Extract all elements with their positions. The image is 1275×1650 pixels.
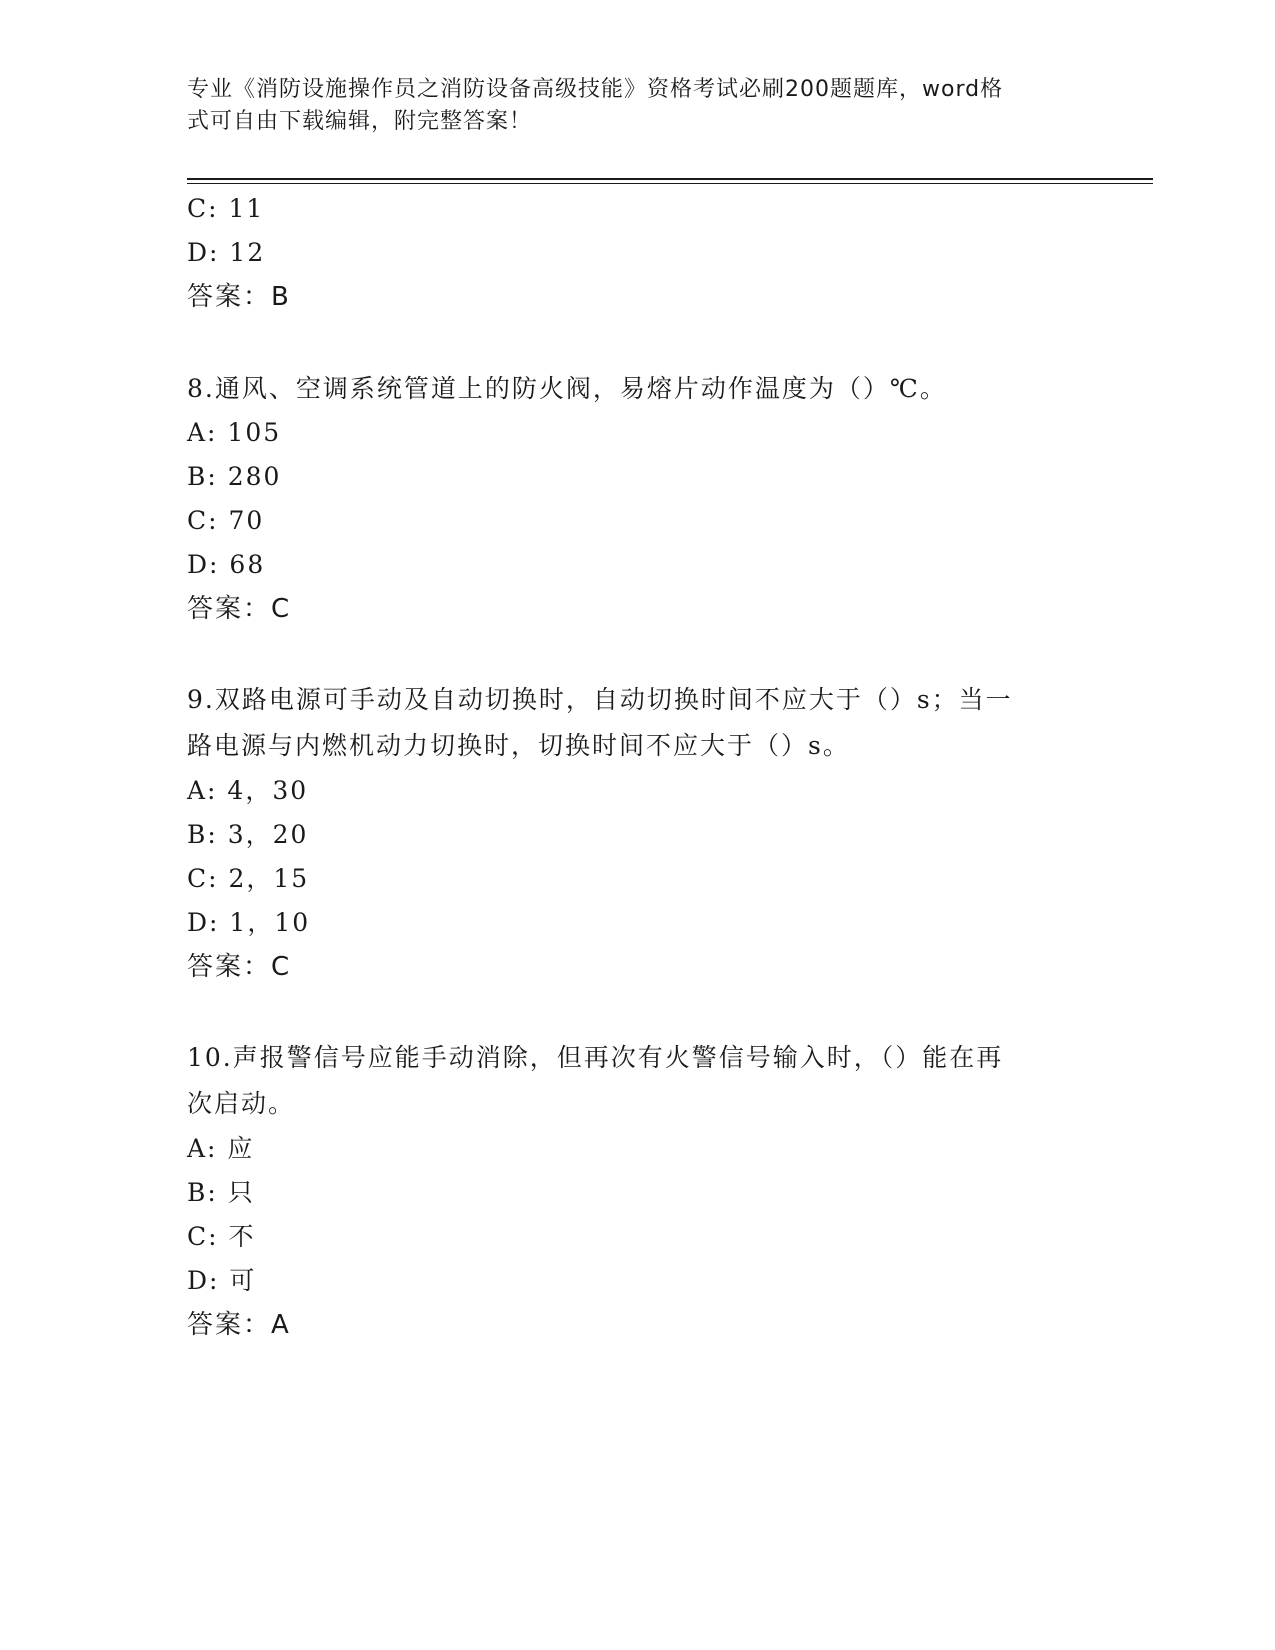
question-10-line-2: 次启动。 [187, 1089, 296, 1118]
option-a-q10: A: 应 [187, 1134, 255, 1163]
question-10-line-1: 10.声报警信号应能手动消除，但再次有火警信号输入时，（）能在再 [187, 1043, 1004, 1072]
option-d-q9: D: 1，10 [187, 908, 311, 937]
question-9-line-2: 路电源与内燃机动力切换时，切换时间不应大于（）s。 [187, 731, 850, 760]
option-b-q9: B: 3，20 [187, 820, 309, 849]
option-d-q7: D: 12 [187, 238, 266, 267]
question-9-line-1: 9.双路电源可手动及自动切换时，自动切换时间不应大于（）s；当一 [187, 685, 1013, 714]
option-c-q9: C: 2，15 [187, 864, 310, 893]
answer-q7: 答案：B [187, 282, 291, 312]
option-a-q8: A: 105 [187, 418, 282, 447]
option-b-q8: B: 280 [187, 462, 282, 491]
option-d-q10: D: 可 [187, 1266, 257, 1295]
option-a-q9: A: 4，30 [187, 776, 309, 805]
answer-q8: 答案：C [187, 594, 292, 624]
option-c-q7: C: 11 [187, 194, 265, 223]
header-divider-thin [187, 183, 1153, 184]
option-c-q8: C: 70 [187, 506, 265, 535]
answer-q10: 答案：A [187, 1310, 291, 1340]
option-d-q8: D: 68 [187, 550, 266, 579]
header-divider-thick [187, 178, 1153, 180]
document-header [187, 74, 1067, 138]
answer-q9: 答案：C [187, 952, 292, 982]
option-c-q10: C: 不 [187, 1222, 256, 1251]
header-line-2: 式可自由下载编辑，附完整答案！ [187, 109, 533, 134]
option-b-q10: B: 只 [187, 1178, 255, 1207]
header-line-1: 专业《消防设施操作员之消防设备高级技能》资格考试必刷200题题库，word格 [187, 77, 1004, 102]
question-8: 8.通风、空调系统管道上的防火阀，易熔片动作温度为（）℃。 [187, 374, 947, 403]
